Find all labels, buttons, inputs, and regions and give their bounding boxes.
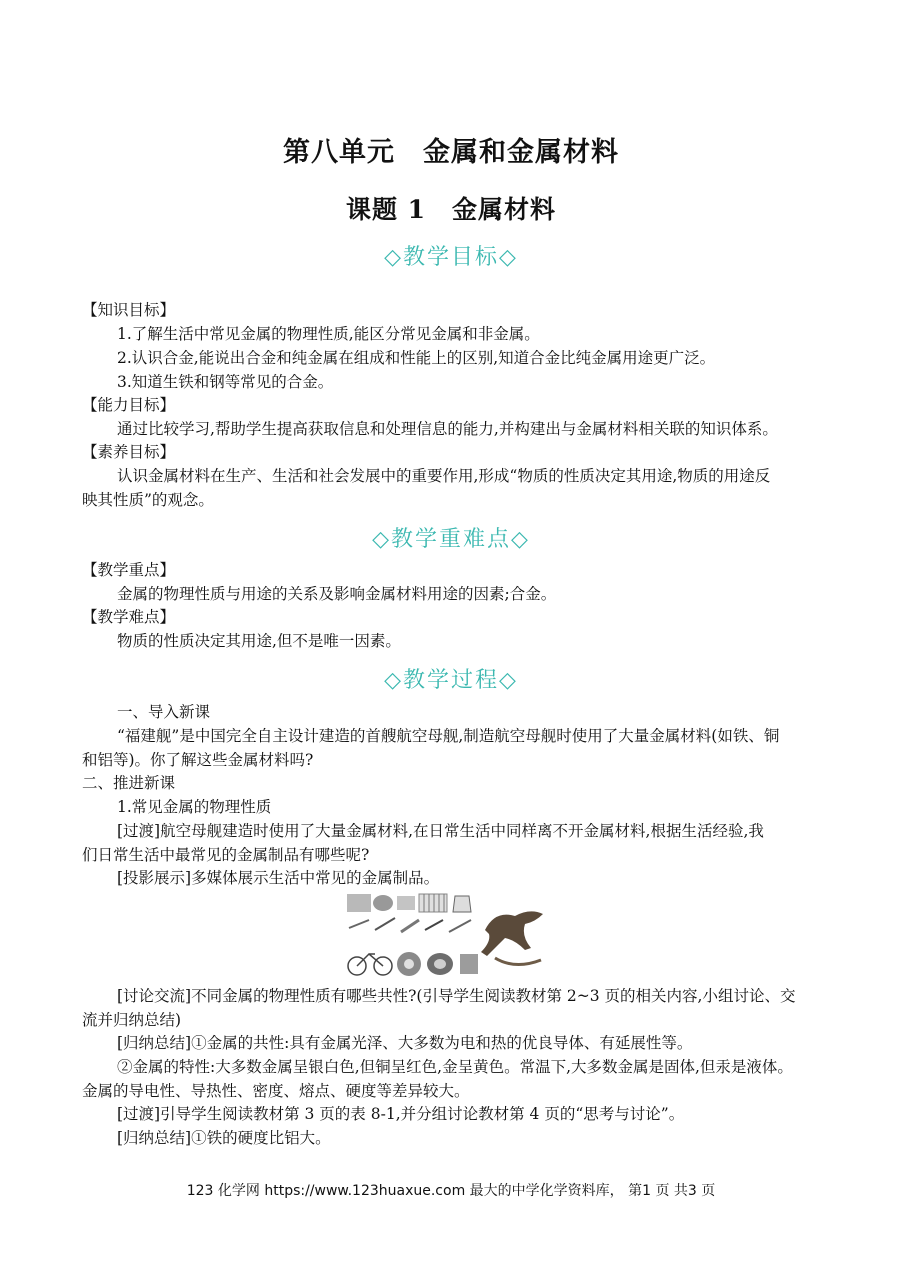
metal-bowl-icon — [373, 895, 393, 911]
metal-block-icon — [460, 954, 478, 974]
process-p1: 1.常见金属的物理性质 — [117, 798, 272, 816]
literacy-objective-header: 【素养目标】 — [82, 443, 176, 461]
intro-line2: 和铝等)。你了解这些金属材料吗? — [82, 751, 314, 769]
process-p4-line1: [讨论交流]不同金属的物理性质有哪些共性?(引导学生阅读教材第 2~3 页的相关内容,小组讨论、交 — [117, 987, 796, 1005]
knowledge-item-3: 3.知道生铁和钢等常见的合金。 — [117, 373, 334, 391]
process-p6-line2: 金属的导电性、导热性、密度、熔点、硬度等差异较大。 — [82, 1082, 470, 1100]
focus-text: 金属的物理性质与用途的关系及影响金属材料用途的因素;合金。 — [117, 585, 557, 603]
knowledge-item-2: 2.认识合金,能说出合金和纯金属在组成和性能上的区别,知道合金比纯金属用途更广泛。 — [117, 349, 716, 367]
process-p3: [投影展示]多媒体展示生活中常见的金属制品。 — [117, 869, 440, 887]
wires-icon — [349, 918, 471, 932]
process-p5: [归纳总结]①金属的共性:具有金属光泽、大多数为电和热的优良导体、有延展性等。 — [117, 1034, 693, 1052]
knowledge-objective-header: 【知识目标】 — [82, 301, 176, 319]
difficulty-text: 物质的性质决定其用途,但不是唯一因素。 — [117, 632, 401, 650]
focus-header: 【教学重点】 — [82, 561, 176, 579]
process-p2-line1: [过渡]航空母舰建造时使用了大量金属材料,在日常生活中同样离不开金属材料,根据生活经验,我 — [117, 822, 764, 840]
kettle-icon — [453, 896, 471, 912]
radiator-icon — [419, 894, 447, 912]
metal-plate-icon — [397, 896, 415, 910]
ability-objective-header: 【能力目标】 — [82, 396, 176, 414]
bicycle-icon — [348, 954, 392, 975]
literacy-item-line1: 认识金属材料在生产、生活和社会发展中的重要作用,形成“物质的性质决定其用途,物质的用途反 — [117, 467, 771, 485]
process-p2-line2: 们日常生活中最常见的金属制品有哪些呢? — [82, 846, 370, 864]
metal-products-illustration — [345, 890, 560, 980]
metal-sheet-icon — [347, 894, 371, 912]
section-objectives-heading: ◇教学目标◇ — [384, 245, 518, 270]
literacy-item-line2: 映其性质”的观念。 — [82, 491, 214, 509]
process-p6-line1: ②金属的特性:大多数金属呈银白色,但铜呈红色,金呈黄色。常温下,大多数金属是固体,但汞是液体。 — [117, 1058, 793, 1076]
lesson-title: 课题 1 金属材料 — [345, 195, 557, 224]
advance-header: 二、推进新课 — [82, 774, 176, 792]
section-process-heading: ◇教学过程◇ — [384, 668, 518, 693]
unit-title: 第八单元 金属和金属材料 — [283, 137, 619, 168]
difficulty-header: 【教学难点】 — [82, 608, 176, 626]
bronze-horse-icon — [481, 911, 543, 964]
process-p4-line2: 流并归纳总结) — [82, 1011, 182, 1029]
ability-item: 通过比较学习,帮助学生提高获取信息和处理信息的能力,并构建出与金属材料相关联的知识体系。 — [117, 420, 778, 438]
intro-header: 一、导入新课 — [117, 703, 211, 721]
knowledge-item-1: 1.了解生活中常见金属的物理性质,能区分常见金属和非金属。 — [117, 325, 540, 343]
process-p8: [归纳总结]①铁的硬度比铝大。 — [117, 1129, 331, 1147]
page-footer: 123 化学网 https://www.123huaxue.com 最大的中学化学资料库， 第1 页 共3 页 — [186, 1183, 716, 1199]
process-p7: [过渡]引导学生阅读教材第 3 页的表 8-1,并分组讨论教材第 4 页的“思考与讨论”。 — [117, 1105, 685, 1123]
section-keypoints-heading: ◇教学重难点◇ — [372, 527, 530, 552]
intro-line1: “福建舰”是中国完全自主设计建造的首艘航空母舰,制造航空母舰时使用了大量金属材料(如铁、铜 — [117, 727, 780, 745]
